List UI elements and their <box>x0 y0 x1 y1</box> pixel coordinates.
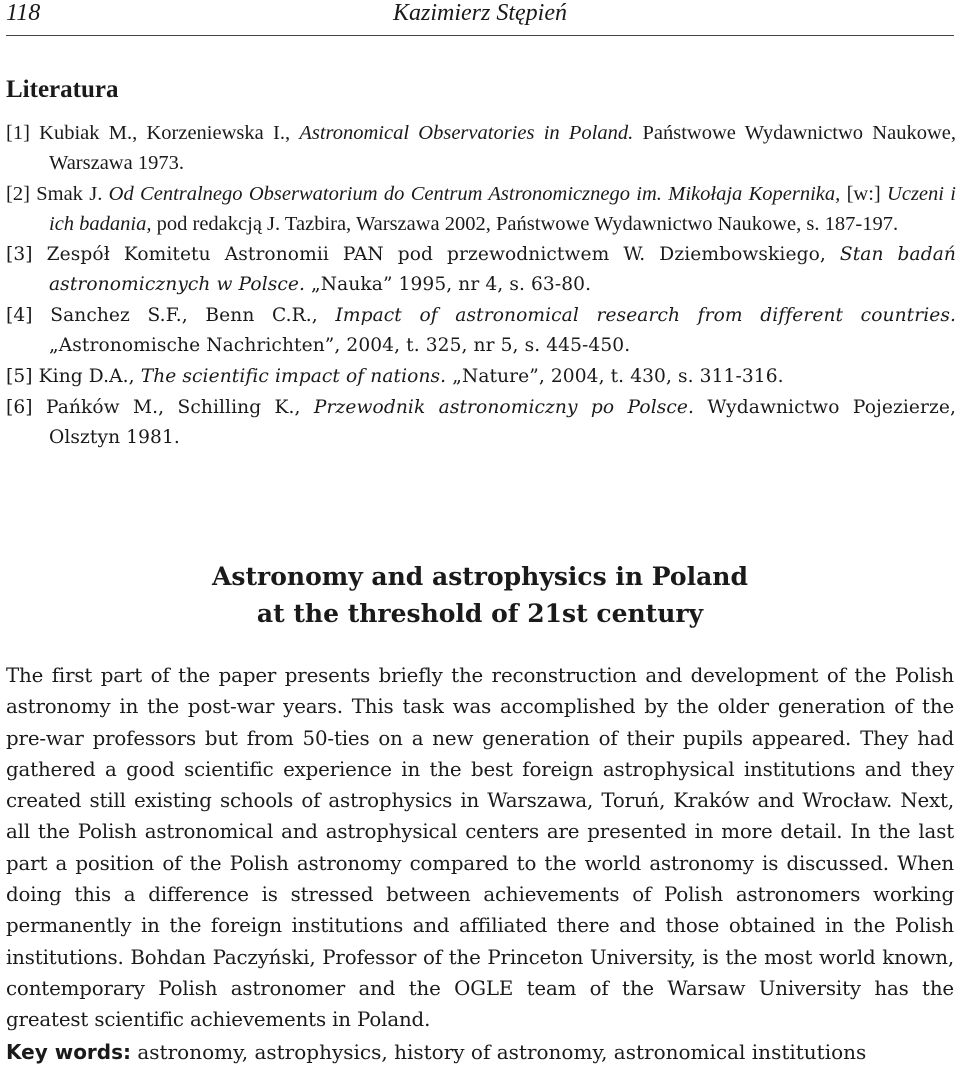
running-head-author: Kazimierz Stępień <box>393 0 567 26</box>
ref-number: [2] <box>6 183 30 205</box>
keywords <box>6 1038 954 1066</box>
ref-number: [6] <box>6 397 33 418</box>
header-rule <box>6 35 954 36</box>
ref-authors: Kubiak M., Korzeniewska I., <box>39 122 300 144</box>
ref-authors: Zespół Komitetu Astronomii PAN pod przewodnictwem W. Dziembowskiego, <box>46 244 840 265</box>
ref-title: The scientific impact of nations. <box>140 366 447 387</box>
abstract-text: The first part of the paper presents briefly the reconstruction and development of the Polish astronomy in the post-war years. This task was accomplished by the older generation of the pre-war professors but from 50-ties on a new generation of their pupils appeared. They had gathered a good scientific experience in the best foreign astrophysical institutions and they created still existing schools of astrophysics in Warszawa, Toruń, Kraków and Wrocław. Next, all the Polish astronomical and astrophysical centers are presented in more detail. In the last part a position of the Polish astronomy compared to the world astronomy is discussed. When doing this a difference is stressed between achievements of Polish astronomers working permanently in the foreign institutions and affiliated there and those obtained in the Polish institutions. Bohdan Paczyński, Professor of the Princeton University, is the most world known, contemporary Polish astronomer and the OGLE team of the Warsaw University has the greatest scientific achievements in Poland. <box>6 664 954 1032</box>
ref-authors: Pańków M., Schilling K., <box>45 397 314 418</box>
abstract-title-line-1: Astronomy and astrophysics in Poland <box>212 562 748 591</box>
ref-title-2: Uczeni i ich badania, <box>49 183 956 235</box>
reference-item-3 <box>6 240 956 300</box>
ref-title: Impact of astronomical research from different countries. <box>335 305 957 326</box>
ref-details: pod redakcją J. Tazbira, Warszawa 2002, Państwowe Wydawnictwo Naukowe, s. 187-197. <box>151 213 899 235</box>
ref-details: „Astronomische Nachrichten”, 2004, t. 325, nr 5, s. 445-450. <box>49 335 631 356</box>
keywords-list: astronomy, astrophysics, history of astronomy, astronomical institutions <box>131 1040 867 1064</box>
keywords-label: Key words: <box>6 1040 132 1064</box>
ref-title: Astronomical Observatories in Poland. <box>299 122 634 144</box>
ref-number: [5] <box>6 366 33 387</box>
reference-item-5 <box>6 362 956 392</box>
ref-mid: [w:] <box>840 183 888 205</box>
ref-details: „Nauka” 1995, nr 4, s. 63-80. <box>305 274 592 295</box>
reference-item-1 <box>6 118 956 178</box>
ref-details: Wydawnictwo Pojezierze, Olsztyn 1981. <box>49 397 956 448</box>
page-header <box>6 0 954 30</box>
ref-details: Państwowe Wydawnictwo Naukowe, Warszawa 1973. <box>49 122 956 174</box>
ref-number: [1] <box>6 122 30 144</box>
ref-title: Stan badań astronomicznych w Polsce. <box>49 244 956 295</box>
reference-item-2 <box>6 179 956 239</box>
ref-authors: Smak J. <box>36 183 109 205</box>
reference-item-4 <box>6 301 956 361</box>
literature-heading: Literatura <box>6 76 119 103</box>
ref-authors: King D.A., <box>38 366 141 387</box>
page-number: 118 <box>6 0 41 26</box>
ref-authors: Sanchez S.F., Benn C.R., <box>50 305 336 326</box>
abstract-title-line-2: at the threshold of 21st century <box>256 599 704 628</box>
ref-details: „Nature”, 2004, t. 430, s. 311-316. <box>446 366 784 387</box>
reference-item-6 <box>6 393 956 453</box>
abstract-title <box>0 558 960 632</box>
ref-title: Przewodnik astronomiczny po Polsce. <box>313 397 695 418</box>
ref-title: Od Centralnego Obserwatorium do Centrum Astronomicznego im. Mikołaja Kopernika, <box>108 183 841 205</box>
reference-list <box>6 118 956 454</box>
ref-number: [4] <box>6 305 33 326</box>
ref-number: [3] <box>6 244 33 265</box>
